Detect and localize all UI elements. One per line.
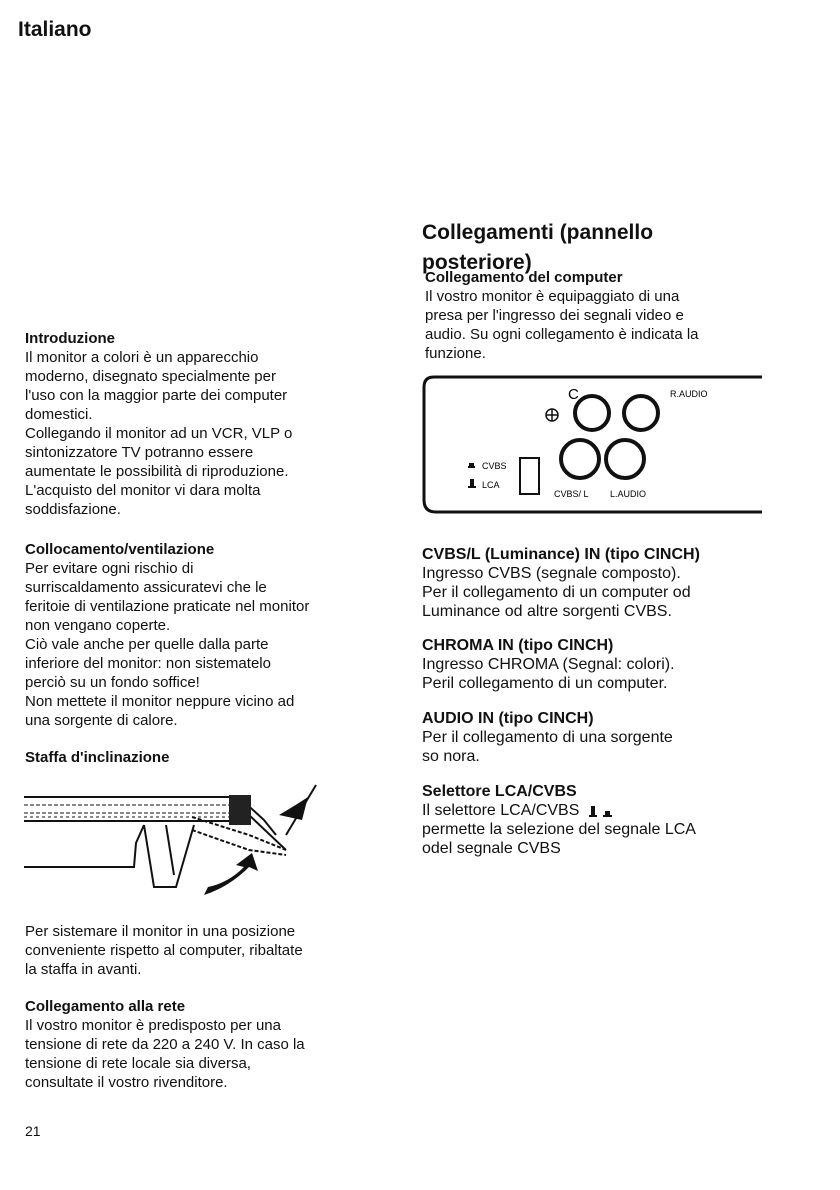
intro-heading: Introduzione xyxy=(25,330,115,347)
placement-section xyxy=(25,540,370,730)
computer-section xyxy=(425,268,770,363)
panel-label-raudio: R.AUDIO xyxy=(670,389,708,399)
rotate-arrow-icon xyxy=(204,853,258,895)
chroma-section xyxy=(422,636,767,693)
tilt-stand-illustration xyxy=(24,775,324,915)
cvbs-l-jack xyxy=(561,440,599,478)
audio-section xyxy=(422,709,767,766)
r-audio-jack xyxy=(624,396,658,430)
cvbs-body: Ingresso CVBS (segnale composto). Per il collegamento di un computer od Luminance od altre sorgenti CVBS. xyxy=(422,565,691,620)
language-heading: Italiano xyxy=(18,18,92,41)
mains-heading: Collegamento alla rete xyxy=(25,998,186,1015)
panel-label-cvbs: CVBS xyxy=(482,461,507,471)
stand-heading-wrap xyxy=(25,748,370,767)
placement-body: Per evitare ogni rischio di surriscaldamento assicuratevi che le feritoie di ventilazione praticate nel monitor non vengano coperte. Ciò vale anche per quelle dalla parte inferiore del monitor: non sistematelo perciò su un fondo soffice! Non mettete il monitor neppure vicino ad una sorgente di calore. xyxy=(25,560,310,729)
intro-section xyxy=(25,329,370,519)
lca-cvbs-switch[interactable] xyxy=(520,458,539,494)
selector-heading: Selettore LCA/CVBS xyxy=(422,783,577,800)
chroma-body: Ingresso CHROMA (Segnal: colori). Peril collegamento di un computer. xyxy=(422,656,675,692)
panel-label-lca: LCA xyxy=(482,480,500,490)
panel-label-laudio: L.AUDIO xyxy=(610,489,647,499)
mains-body: Il vostro monitor è predisposto per una tensione di rete da 220 a 240 V. In caso la tensione di rete locale sia diversa, consultate il vostro rivenditore. xyxy=(25,1017,305,1091)
lca-cvbs-symbol-icon xyxy=(589,804,619,818)
mains-section xyxy=(25,997,370,1092)
selector-section xyxy=(422,782,767,858)
chroma-heading: CHROMA IN (tipo CINCH) xyxy=(422,637,614,654)
audio-heading: AUDIO IN (tipo CINCH) xyxy=(422,710,594,727)
stand-heading: Staffa d'inclinazione xyxy=(25,749,170,766)
selector-body: permette la selezione del segnale LCA odel segnale CVBS xyxy=(422,821,696,857)
computer-heading: Collegamento del computer xyxy=(425,269,623,286)
cvbs-section xyxy=(422,545,782,621)
intro-body: Il monitor a colori è un apparecchio moderno, disegnato specialmente per l'uso con la maggior parte dei computer domestici. Collegando il monitor ad un VCR, VLP o sintonizzatore TV potranno essere aumentate le possibilità di riproduzione. L'acquisto del monitor vi dara molta soddisfazione. xyxy=(25,349,293,518)
stand-section xyxy=(25,922,370,979)
placement-heading: Collocamento/ventilazione xyxy=(25,541,215,558)
cvbs-heading: CVBS/L (Luminance) IN (tipo CINCH) xyxy=(422,546,700,563)
connections-title-text: Collegamenti (pannello posteriore) xyxy=(422,221,654,274)
l-audio-jack xyxy=(606,440,644,478)
cvbs-switch-icon xyxy=(469,463,474,466)
selector-line1-text: Il selettore LCA/CVBS xyxy=(422,802,580,819)
stand-body: Per sistemare il monitor in una posizione conveniente rispetto al computer, ribaltate la staffa in avanti. xyxy=(25,923,303,978)
rear-panel-diagram xyxy=(420,372,770,522)
chroma-jack xyxy=(575,396,609,430)
panel-label-cvbs-l: CVBS/ L xyxy=(554,489,589,499)
page-number: 21 xyxy=(25,1123,41,1139)
audio-body: Per il collegamento di una sorgente so nora. xyxy=(422,729,673,765)
computer-body: Il vostro monitor è equipaggiato di una presa per l'ingresso dei segnali video e audio. Su ogni collegamento è indicata la funzione. xyxy=(425,288,699,362)
panel-label-c: C xyxy=(568,386,579,403)
selector-line1 xyxy=(422,801,767,820)
